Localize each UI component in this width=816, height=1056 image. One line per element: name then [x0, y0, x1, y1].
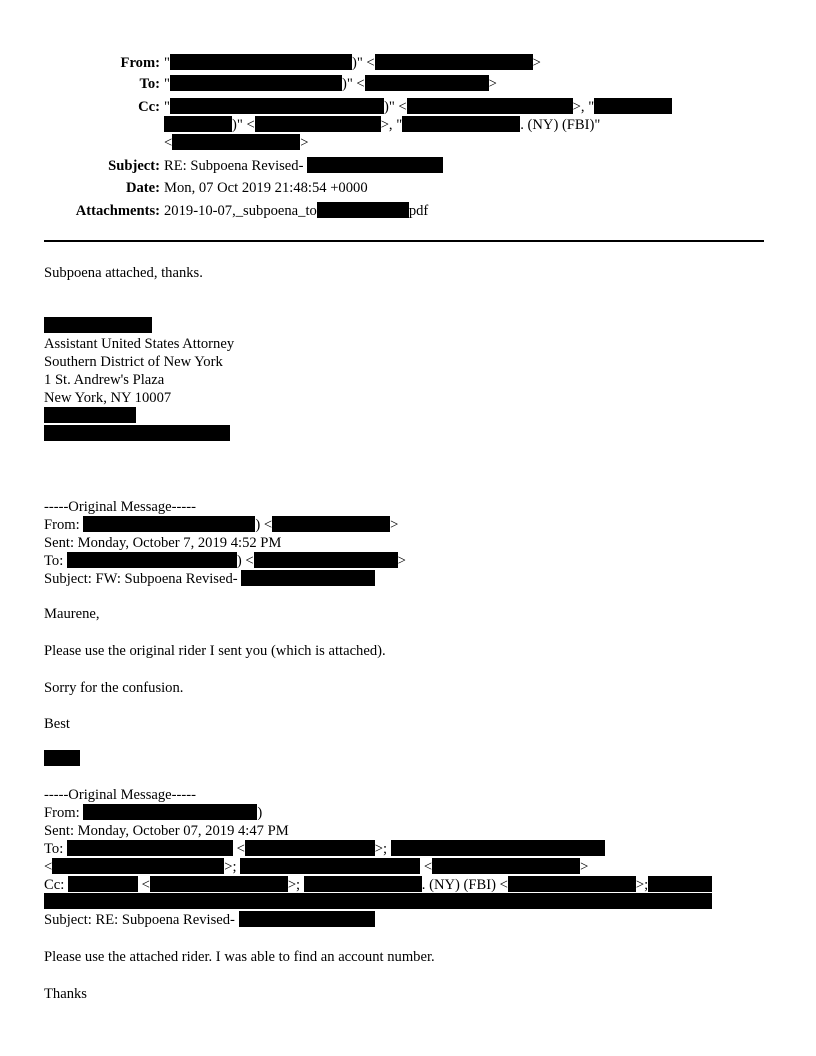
msg1-greeting: Maurene,	[44, 606, 100, 622]
signature-address1: 1 St. Andrew's Plaza	[44, 372, 165, 388]
redaction-block	[239, 911, 375, 927]
cc-label: Cc:	[44, 877, 65, 893]
msg1-sent: Sent: Monday, October 7, 2019 4:52 PM	[44, 535, 282, 551]
redaction-block	[245, 840, 375, 856]
from-label: From:	[44, 805, 80, 821]
separator-text: >;	[374, 841, 388, 857]
separator-text: <	[164, 135, 173, 151]
header-divider	[44, 240, 764, 242]
cc-value-line1	[164, 98, 672, 116]
msg2-cc-line1	[44, 876, 712, 894]
original-message-marker: -----Original Message-----	[44, 787, 196, 803]
separator-text: <	[236, 841, 245, 857]
original-message-marker: -----Original Message-----	[44, 499, 196, 515]
redaction-block	[594, 98, 672, 114]
redaction-block	[83, 516, 255, 532]
fbi-text: . (NY) (FBI) <	[421, 877, 508, 893]
redaction-block	[241, 570, 375, 586]
redaction-block	[432, 858, 580, 874]
redaction-block	[44, 425, 230, 441]
separator-text: <	[141, 877, 150, 893]
subject-value	[164, 157, 443, 175]
redaction-block	[307, 157, 443, 173]
redaction-block	[52, 858, 224, 874]
from-value	[164, 54, 541, 72]
separator-text: >	[580, 859, 589, 875]
redaction-block	[68, 876, 138, 892]
separator-text: ) <	[255, 517, 273, 533]
signature-office: Southern District of New York	[44, 354, 223, 370]
separator-text: >;	[635, 877, 649, 893]
separator-text: )" <	[341, 76, 365, 92]
redaction-block	[365, 75, 489, 91]
msg2-sent: Sent: Monday, October 07, 2019 4:47 PM	[44, 823, 289, 839]
redaction-block	[254, 552, 398, 568]
separator-text: >, "	[380, 117, 403, 133]
redaction-block	[150, 876, 288, 892]
separator-text: <	[44, 859, 53, 875]
redaction-block	[170, 75, 342, 91]
msg2-from	[44, 804, 262, 822]
msg2-closing: Thanks	[44, 986, 87, 1002]
redaction-block	[402, 116, 520, 132]
quote-mark: "	[164, 55, 170, 71]
redaction-block	[317, 202, 409, 218]
redaction-block	[304, 876, 422, 892]
fbi-text: . (NY) (FBI)"	[520, 117, 601, 133]
to-label: To:	[139, 76, 160, 92]
msg2-to-line1	[44, 840, 605, 858]
separator-text: )" <	[232, 117, 255, 133]
separator-text: >, "	[572, 99, 595, 115]
separator-text: )" <	[383, 99, 407, 115]
redaction-block	[44, 893, 712, 909]
msg1-subject	[44, 570, 375, 588]
redaction-block	[67, 840, 233, 856]
separator-text: )" <	[351, 55, 375, 71]
signature-title: Assistant United States Attorney	[44, 336, 235, 352]
to-value	[164, 75, 497, 93]
redaction-block	[375, 54, 533, 70]
redaction-block	[67, 552, 237, 568]
body-line: Subpoena attached, thanks.	[44, 265, 203, 281]
separator-text: )	[257, 805, 263, 821]
redaction-block	[164, 116, 232, 132]
cc-value-line2	[164, 116, 600, 134]
cc-label: Cc:	[138, 99, 160, 115]
attachments-label: Attachments:	[75, 203, 160, 219]
redaction-block	[648, 876, 712, 892]
msg1-para1: Please use the original rider I sent you (which is attached).	[44, 643, 386, 659]
separator-text: >	[532, 55, 541, 71]
redaction-block	[44, 750, 80, 766]
subject-text: Subject: FW: Subpoena Revised-	[44, 571, 238, 587]
redaction-block	[391, 840, 605, 856]
attachment-name-prefix: 2019-10-07,_subpoena_to	[164, 203, 317, 219]
redaction-block	[83, 804, 257, 820]
msg2-to-line2	[44, 858, 588, 876]
redaction-block	[172, 134, 300, 150]
redaction-block	[508, 876, 636, 892]
quote-mark: "	[164, 99, 170, 115]
separator-text: <	[423, 859, 433, 875]
separator-text: >	[397, 553, 406, 569]
quote-mark: "	[164, 76, 170, 92]
separator-text: >	[390, 517, 399, 533]
separator-text: >;	[287, 877, 301, 893]
msg1-from	[44, 516, 398, 534]
separator-text: >	[300, 135, 309, 151]
msg1-para2: Sorry for the confusion.	[44, 680, 184, 696]
cc-value-line3	[164, 134, 308, 152]
msg2-subject	[44, 911, 375, 929]
redaction-block	[44, 317, 152, 333]
redaction-block	[240, 858, 420, 874]
separator-text: >	[488, 76, 497, 92]
to-label: To:	[44, 841, 64, 857]
msg1-closing: Best	[44, 716, 70, 732]
date-label: Date:	[125, 180, 160, 196]
signature-address2: New York, NY 10007	[44, 390, 172, 406]
redaction-block	[407, 98, 573, 114]
msg2-para1: Please use the attached rider. I was able to find an account number.	[44, 949, 435, 965]
subject-text: Subject: RE: Subpoena Revised-	[44, 912, 235, 928]
date-value: Mon, 07 Oct 2019 21:48:54 +0000	[164, 180, 368, 196]
subject-text: RE: Subpoena Revised-	[164, 158, 304, 174]
from-label: From:	[44, 517, 80, 533]
separator-text: >;	[224, 859, 237, 875]
from-label: From:	[120, 55, 160, 71]
redaction-block	[272, 516, 390, 532]
attachment-value[interactable]	[164, 202, 428, 220]
redaction-block	[170, 98, 384, 114]
subject-label: Subject:	[108, 158, 160, 174]
redaction-block	[44, 407, 136, 423]
msg1-to	[44, 552, 406, 570]
to-label: To:	[44, 553, 64, 569]
attachment-name-suffix: pdf	[408, 203, 429, 219]
redaction-block	[170, 54, 352, 70]
redaction-block	[255, 116, 381, 132]
separator-text: ) <	[236, 553, 254, 569]
